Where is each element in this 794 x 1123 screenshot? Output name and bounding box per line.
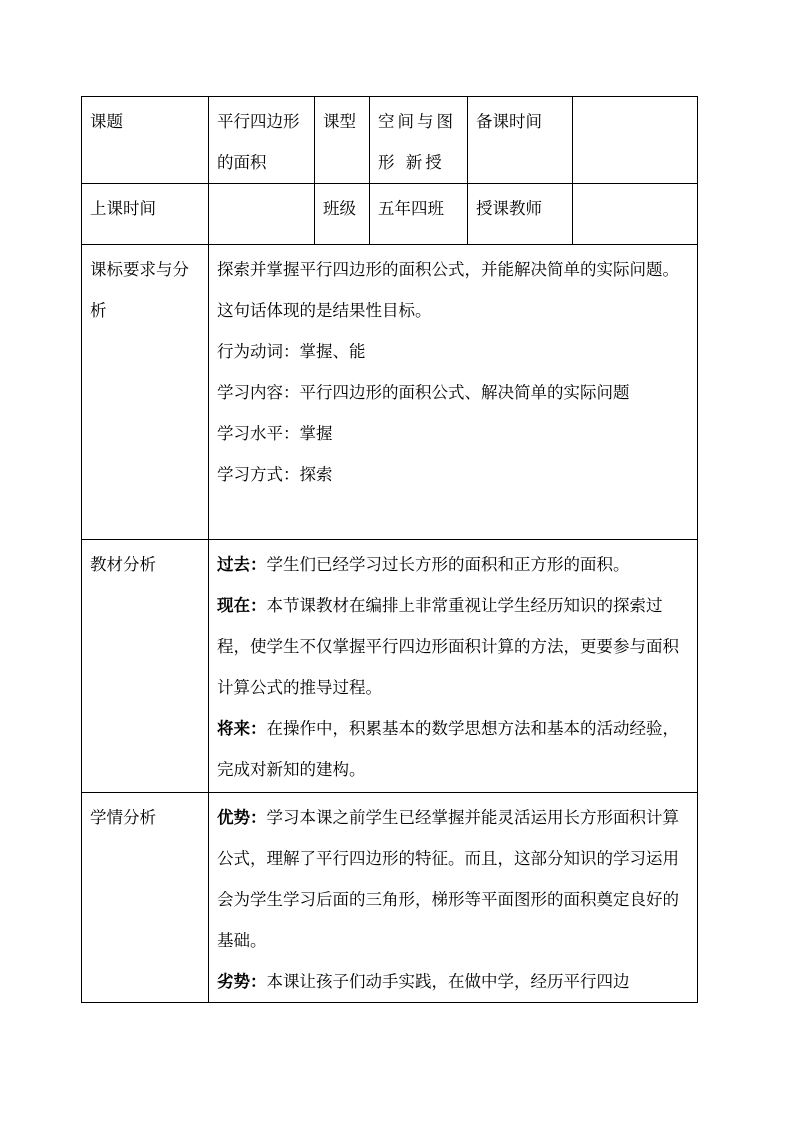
- material-key: 现在：: [217, 596, 267, 615]
- material-item: [217, 544, 692, 585]
- student-label: 学情分析: [82, 793, 209, 1003]
- standard-line: 学习方式：探索: [217, 465, 333, 484]
- teacher-value: [573, 184, 698, 245]
- prep-time-label: 备课时间: [468, 97, 573, 184]
- material-text: 学生们已经学习过长方形的面积和正方形的面积。: [266, 555, 630, 574]
- standard-line: 学习水平：掌握: [217, 424, 333, 443]
- type-value: 空间与图形 新授: [370, 97, 468, 184]
- type-label: 课型: [315, 97, 370, 184]
- standard-content: [209, 245, 698, 540]
- material-item: [217, 585, 692, 708]
- material-text: 本节课教材在编排上非常重视让学生经历知识的探索过程，使学生不仅掌握平行四边形面积计算的方法，更要参与面积计算公式的推导过程。: [217, 596, 679, 697]
- lesson-plan-table: [81, 96, 698, 1003]
- student-item: [217, 961, 692, 1002]
- material-content: [209, 540, 698, 793]
- material-key: 过去：: [217, 555, 267, 574]
- material-item: [217, 708, 692, 790]
- material-text: 在操作中，积累基本的数学思想方法和基本的活动经验，完成对新知的建构。: [217, 719, 679, 779]
- material-key: 将来：: [217, 719, 267, 738]
- student-row: [82, 793, 698, 1003]
- student-text: 本课让孩子们动手实践，在做中学，经历平行四边: [266, 972, 630, 991]
- standard-row: [82, 245, 698, 540]
- material-row: [82, 540, 698, 793]
- student-content: [209, 793, 698, 1003]
- standard-line: 探索并掌握平行四边形的面积公式，并能解决简单的实际问题。: [217, 260, 679, 279]
- teacher-label: 授课教师: [468, 184, 573, 245]
- prep-time-value: [573, 97, 698, 184]
- standard-line: 行为动词：掌握、能: [217, 342, 366, 361]
- student-key: 劣势：: [217, 972, 267, 991]
- topic-label: 课题: [82, 97, 209, 184]
- class-value: 五年四班: [370, 184, 468, 245]
- standard-line: 学习内容：平行四边形的面积公式、解决简单的实际问题: [217, 383, 630, 402]
- class-label: 班级: [315, 184, 370, 245]
- standard-label: 课标要求与分析: [82, 245, 209, 540]
- student-text: 学习本课之前学生已经掌握并能灵活运用长方形面积计算公式，理解了平行四边形的特征。而且，这部分知识的学习运用会为学生学习后面的三角形，梯形等平面图形的面积奠定良好的基础。: [217, 808, 679, 950]
- class-time-value: [209, 184, 315, 245]
- standard-line: 这句话体现的是结果性目标。: [217, 301, 432, 320]
- student-item: [217, 797, 692, 961]
- topic-value: 平行四边形的面积: [209, 97, 315, 184]
- student-key: 优势：: [217, 808, 267, 827]
- header-row: [82, 97, 698, 184]
- class-time-label: 上课时间: [82, 184, 209, 245]
- material-label: 教材分析: [82, 540, 209, 793]
- class-time-row: [82, 184, 698, 245]
